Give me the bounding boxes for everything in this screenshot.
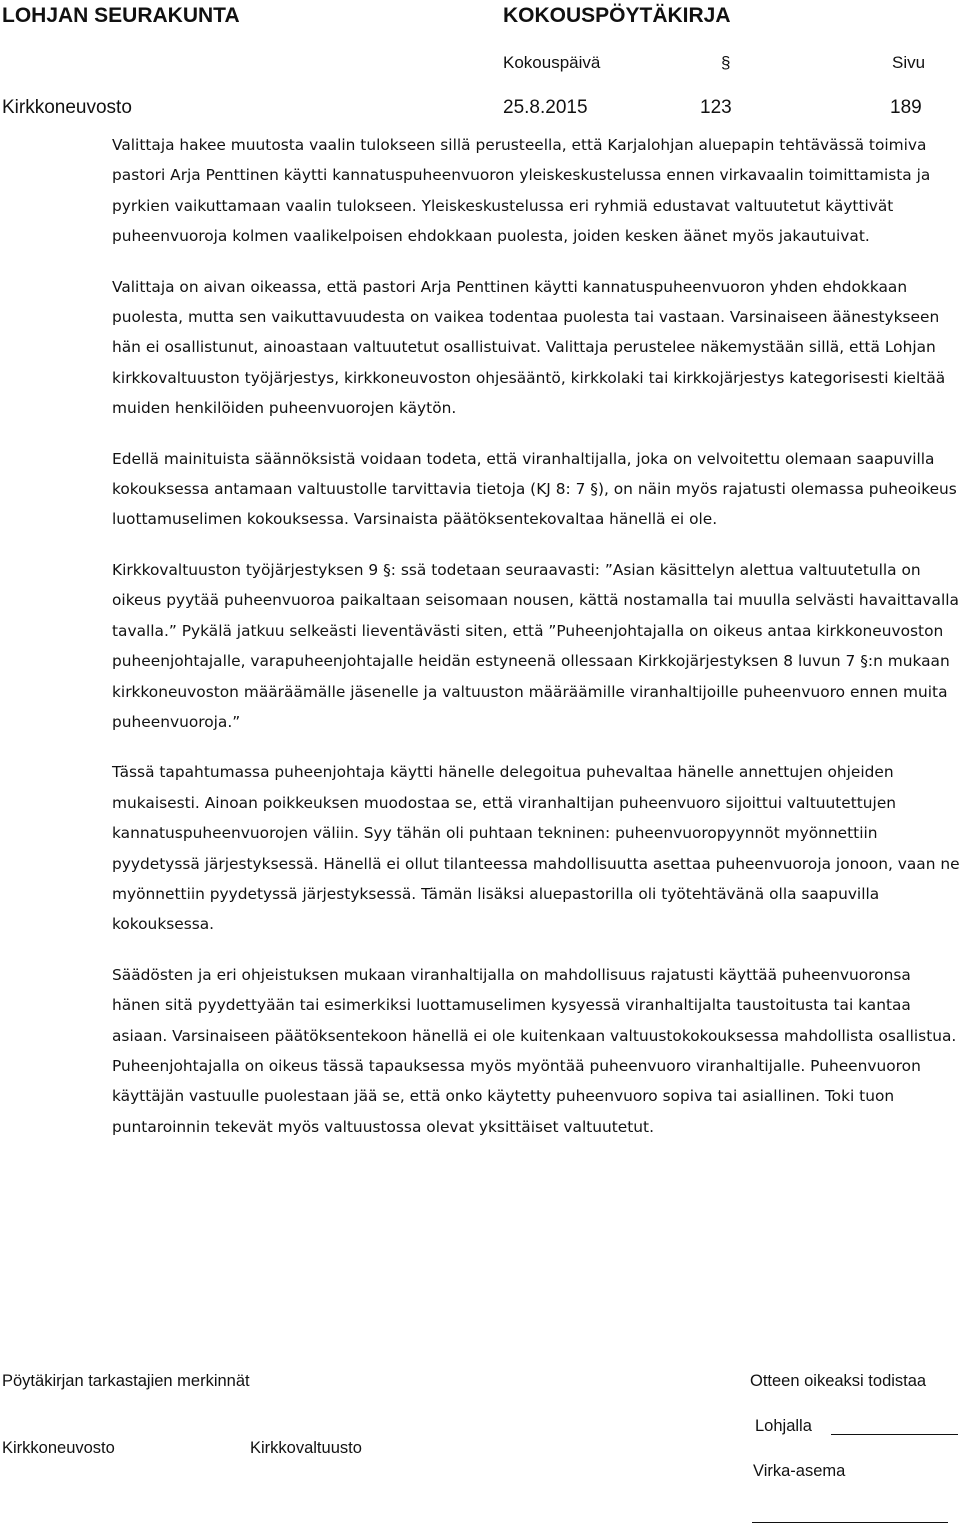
paragraph: Säädösten ja eri ohjeistuksen mukaan viranhaltijalla on mahdollisuus rajatusti käyttää puheenvuoronsa hänen sitä pyydettyään tai esimerkiksi luottamuselimen kysyessä viranhaltijalta taustoitusta tai kantaa asiaan. Varsinaiseen päätöksentekoon hänellä ei ole kuitenkaan valtuustokokouksessa mahdollista osallistua. Puheenjohtajalla on oikeus tässä tapauksessa myös myöntää puheenvuoro viranhaltijalle. Puheenvuoron käyttäjän vastuulle puolestaan jää se, että onko käytetty puheenvuoro sopiva tai asiallinen. Toki tuon puntaroinnin tekevät myös valtuustossa olevat yksittäiset valtuutetut.: [112, 965, 957, 1136]
paragraph: Valittaja on aivan oikeassa, että pastori Arja Penttinen käytti kannatuspuheenvuoron yhden ehdokkaan puolesta, mutta sen vaikuttavuudesta on vaikea todentaa puolesta tai vastaan. Varsinaiseen äänestykseen hän ei osallistunut, ainoastaan valtuutetut osallistuivat. Valittaja perustelee näkemystään sillä, että Lohjan kirkkovaltuuston työjärjestys, kirkkoneuvoston ohjesääntö, kirkkolaki tai kirkkojärjestys kategorisesti kieltää muiden henkilöiden puheenvuorojen käytön.: [112, 277, 946, 418]
page-number: 189: [890, 97, 922, 118]
meeting-date-label: Kokouspäivä: [503, 53, 601, 72]
paragraph: Tässä tapahtumassa puheenjohtaja käytti hänelle delegoitua puhevaltaa hänelle annettujen ohjeiden mukaisesti. Ainoan poikkeuksen muodostaa se, että viranhaltijan puheenvuoro sijoittui valtuutettujen kannatuspuheenvuorojen väliin. Syy tähän oli puhtaan tekninen: puheenvuoropyynnöt myönnettiin pyydetyssä järjestyksessä. Hänellä ei ollut tilanteessa mahdollisuutta asettaa puheenvuoroja jonoon, vaan ne myönnettiin pyydetyssä järjestyksessä. Tämän lisäksi aluepastorilla oli työtehtävänä olla saapuvilla kokouksessa.: [112, 763, 960, 934]
body-name: Kirkkoneuvosto: [2, 97, 132, 118]
page-label: Sivu: [892, 53, 926, 72]
signer-kirkkovaltuusto: Kirkkovaltuusto: [250, 1439, 362, 1457]
place-label: Lohjalla: [755, 1417, 812, 1435]
section-number: 123: [700, 97, 732, 118]
document-type: KOKOUSPÖYTÄKIRJA: [503, 4, 731, 27]
section-symbol-label: §: [721, 53, 731, 72]
paragraph: Valittaja hakee muutosta vaalin tulokseen sillä perusteella, että Karjalohjan aluepapin tehtävässä toimiva pastori Arja Penttinen käytti kannatuspuheenvuoron yleiskeskustelussa ennen virkavaalin toimittamista ja pyrkien vaikuttamaan vaalin tulokseen. Yleiskeskustelussa eri ryhmiä edustavat valtuutetut käyttivät puheenvuoroja kolmen vaalikelpoisen ehdokkaan puolesta, joiden kesken äänet myös jakautuivat.: [112, 136, 931, 246]
meeting-date: 25.8.2015: [503, 97, 588, 118]
place-signature-line: [831, 1434, 958, 1435]
position-label: Virka-asema: [753, 1462, 846, 1480]
signer-kirkkoneuvosto: Kirkkoneuvosto: [2, 1439, 115, 1457]
reviewers-notes-title: Pöytäkirjan tarkastajien merkinnät: [2, 1372, 250, 1390]
organization-name: LOHJAN SEURAKUNTA: [2, 4, 240, 27]
certified-copy-title: Otteen oikeaksi todistaa: [750, 1372, 927, 1390]
paragraph: Edellä mainituista säännöksistä voidaan todeta, että viranhaltijalla, joka on velvoitettu olemaan saapuvilla kokouksessa antamaan valtuustolle tarvittavia tietoja (KJ 8: 7 §), on näin myös rajatusti olemassa puheoikeus luottamuselimen kokouksessa. Varsinaista päätöksentekovaltaa hänellä ei ole.: [112, 449, 957, 529]
paragraph: Kirkkovaltuuston työjärjestyksen 9 §: ssä todetaan seuraavasti: ”Asian käsittelyn alettua valtuutetulla on oikeus pyytää puheenvuoroa paikaltaan seisomaan nousen, kättä nostamalla tai muulla selvästi havaittavalla tavalla.” Pykälä jatkuu selkeästi lieventävästi siten, että ”Puheenjohtajalla on oikeus antaa kirkkoneuvoston puheenjohtajalle, varapuheenjohtajalle heidän estyneenä ollessaan Kirkkojärjestyksen 8 luvun 7 §:n mukaan kirkkoneuvoston määräämälle jäsenelle ja valtuuston määräämille viranhaltijoille puheenvuoro ennen muita puheenvuoroja.”: [112, 560, 959, 731]
document-body: [112, 130, 960, 1142]
signature-line: [752, 1522, 948, 1523]
